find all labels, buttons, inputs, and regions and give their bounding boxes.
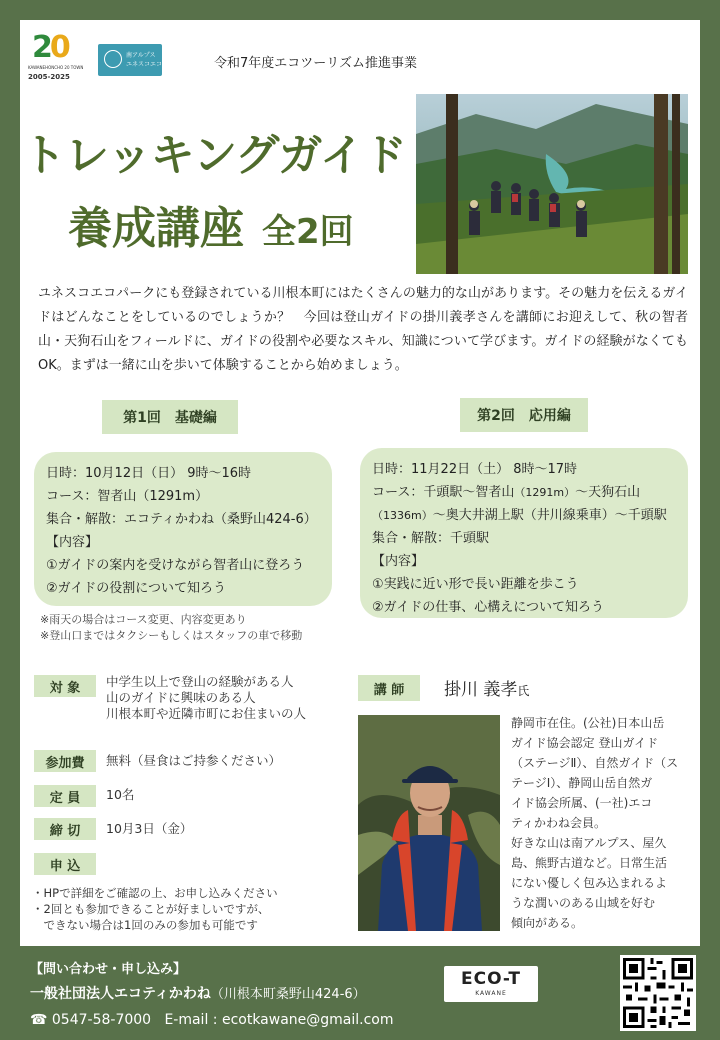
intro-text: ユネスコエコパークにも登録されている川根本町にはたくさんの魅力的な山があります。その魅力を伝えるガイドはどんなことをしているのでしょうか？ 今回は登山ガイドの掛川義孝さんを講師にお迎えして、秋の智者山・天狗石山をフィールドに、ガイドの役割や必要なスキル、知識について学びます。ガイドの経験がなくてもOK。まずは一緒に山を歩いて体験することから始めましょう。 bbox=[38, 286, 688, 373]
ecot-logo-sub: KAWANE bbox=[475, 990, 507, 997]
session2-course-part: コース：千頭駅～智者山 bbox=[372, 485, 515, 500]
session1-details bbox=[34, 452, 332, 606]
bio-line: イド協会所属、(一社)エコ bbox=[511, 796, 653, 810]
deadline-label: 締 切 bbox=[34, 818, 96, 840]
instructor-name bbox=[444, 675, 529, 700]
subtitle-main: 養成講座 bbox=[68, 203, 244, 254]
ecot-logo-main: ECO-T bbox=[460, 969, 521, 989]
contact-line bbox=[30, 1007, 394, 1033]
email-label: E-mail : bbox=[164, 1012, 218, 1028]
eco-park-logo bbox=[98, 44, 181, 76]
session1-meeting: 集合・解散：エコティかわね（桑野山424-6） bbox=[46, 512, 317, 527]
instructor-name-text: 掛川 義孝 bbox=[444, 680, 518, 700]
eco-park-logo-line1: 南アルプス bbox=[126, 52, 156, 59]
instructor-photo bbox=[358, 715, 500, 931]
deadline-value: 10月3日（金） bbox=[106, 821, 193, 836]
apply-note: できない場合は1回のみの参加も可能です bbox=[32, 918, 258, 932]
session2-details bbox=[360, 448, 688, 618]
instructor-label: 講 師 bbox=[358, 675, 420, 701]
project-name: 令和7年度エコツーリズム推進事業 bbox=[214, 56, 418, 71]
target-value bbox=[106, 674, 306, 722]
bio-line: テージⅠ）、静岡山岳自然ガ bbox=[511, 776, 653, 790]
page-title: トレッキングガイド bbox=[22, 130, 406, 181]
anniversary-mark: 20 bbox=[32, 30, 68, 65]
capacity-label: 定 員 bbox=[34, 785, 96, 807]
apply-notes bbox=[32, 885, 278, 933]
session1-date: 日時：10月12日（日） 9時～16時 bbox=[46, 466, 252, 481]
session2-course-cont bbox=[372, 504, 676, 527]
session2-item: ②ガイドの仕事、心構えについて知ろう bbox=[372, 600, 605, 615]
target-line: 山のガイドに興味のある人 bbox=[106, 690, 256, 705]
bio-line: ティかわね会員。 bbox=[511, 816, 607, 830]
session2-meeting: 集合・解散：千頭駅 bbox=[372, 531, 490, 546]
qr-code[interactable] bbox=[620, 955, 696, 1031]
session2-content-label: 【内容】 bbox=[372, 554, 425, 569]
bio-line: 好きな山は南アルプス、屋久 bbox=[511, 836, 667, 850]
flyer-sheet bbox=[20, 20, 700, 946]
session2-date: 日時：11月22日（土） 8時～17時 bbox=[372, 462, 578, 477]
notes bbox=[40, 612, 302, 644]
bio-line: にない優しく包み込まれるよ bbox=[511, 876, 668, 890]
note-item: ※登山口まではタクシーもしくはスタッフの車で移動 bbox=[40, 629, 303, 642]
email-address[interactable]: ecotkawane@gmail.com bbox=[221, 1012, 394, 1028]
sessions-count: 全2回 bbox=[262, 212, 354, 252]
session2-title: 第2回 応用編 bbox=[460, 398, 588, 432]
anniversary-years: 2005-2025 bbox=[28, 73, 70, 81]
session2-course-part: ～奥大井湖上駅（井川線乗車）～千頭駅 bbox=[432, 508, 667, 523]
session2-item: ①実践に近い形で長い距離を歩こう bbox=[372, 577, 579, 592]
target-line: 中学生以上で登山の経験がある人 bbox=[106, 674, 294, 689]
anniversary-town: KAWANEHONCHO 20 TOWN bbox=[28, 65, 84, 70]
target-line: 川根本町や近隣市町にお住まいの人 bbox=[106, 706, 307, 721]
org-address: （川根本町桑野山424-6） bbox=[210, 987, 366, 1002]
hikers-photo bbox=[416, 94, 688, 274]
anniversary-logo bbox=[28, 30, 82, 80]
session2-course bbox=[372, 481, 676, 504]
apply-label: 申 込 bbox=[34, 853, 96, 875]
instructor-honorific: 氏 bbox=[517, 684, 530, 698]
bio-line: ガイド協会認定 登山ガイド bbox=[511, 736, 659, 750]
apply-note: ・2回とも参加できることが好ましいですが、 bbox=[32, 902, 270, 916]
page-subtitle bbox=[68, 192, 354, 256]
fee-value: 無料（昼食はご持参ください） bbox=[106, 753, 282, 768]
contact-heading: 【問い合わせ・申し込み】 bbox=[30, 962, 187, 977]
bio-line: 静岡市在住。(公社)日本山岳 bbox=[511, 716, 665, 730]
bio-line: うな潤いのある山域を好む bbox=[511, 896, 656, 910]
phone-number[interactable]: 0547-58-7000 bbox=[51, 1012, 152, 1028]
apply-note: ・HPで詳細をご確認の上、お申し込みください bbox=[32, 886, 278, 900]
session2-course-part: （1336m） bbox=[372, 509, 433, 522]
org-name: 一般社団法人エコティかわね bbox=[30, 986, 211, 1002]
phone-icon: ☎ bbox=[30, 1012, 52, 1028]
capacity-value: 10名 bbox=[106, 787, 135, 802]
session2-course-part: ～天狗石山 bbox=[575, 485, 641, 500]
session1-course: コース：智者山（1291m） bbox=[46, 489, 209, 504]
fee-label: 参加費 bbox=[34, 750, 96, 772]
session1-item: ②ガイドの役割について知ろう bbox=[46, 581, 227, 596]
session2-course-part: （1291m） bbox=[514, 486, 576, 499]
eco-park-logo-line2: ユネスコエコパーク bbox=[126, 61, 181, 68]
session1-content-label: 【内容】 bbox=[46, 535, 99, 550]
target-label: 対 象 bbox=[34, 675, 96, 697]
eco-park-emblem-icon bbox=[104, 50, 122, 68]
bio-line: 島、熊野古道など。日常生活 bbox=[511, 856, 668, 870]
note-item: ※雨天の場合はコース変更、内容変更あり bbox=[40, 613, 247, 626]
contact-org bbox=[30, 982, 394, 1007]
bio-line: （ステージⅡ）、自然ガイド（ス bbox=[511, 756, 679, 770]
session1-title: 第1回 基礎編 bbox=[102, 400, 238, 434]
ecot-logo bbox=[444, 966, 538, 1002]
instructor-bio bbox=[511, 713, 693, 933]
session1-item: ①ガイドの案内を受けながら智者山に登ろう bbox=[46, 558, 305, 573]
contact-footer bbox=[30, 958, 394, 1033]
bio-line: 傾向がある。 bbox=[511, 916, 584, 930]
